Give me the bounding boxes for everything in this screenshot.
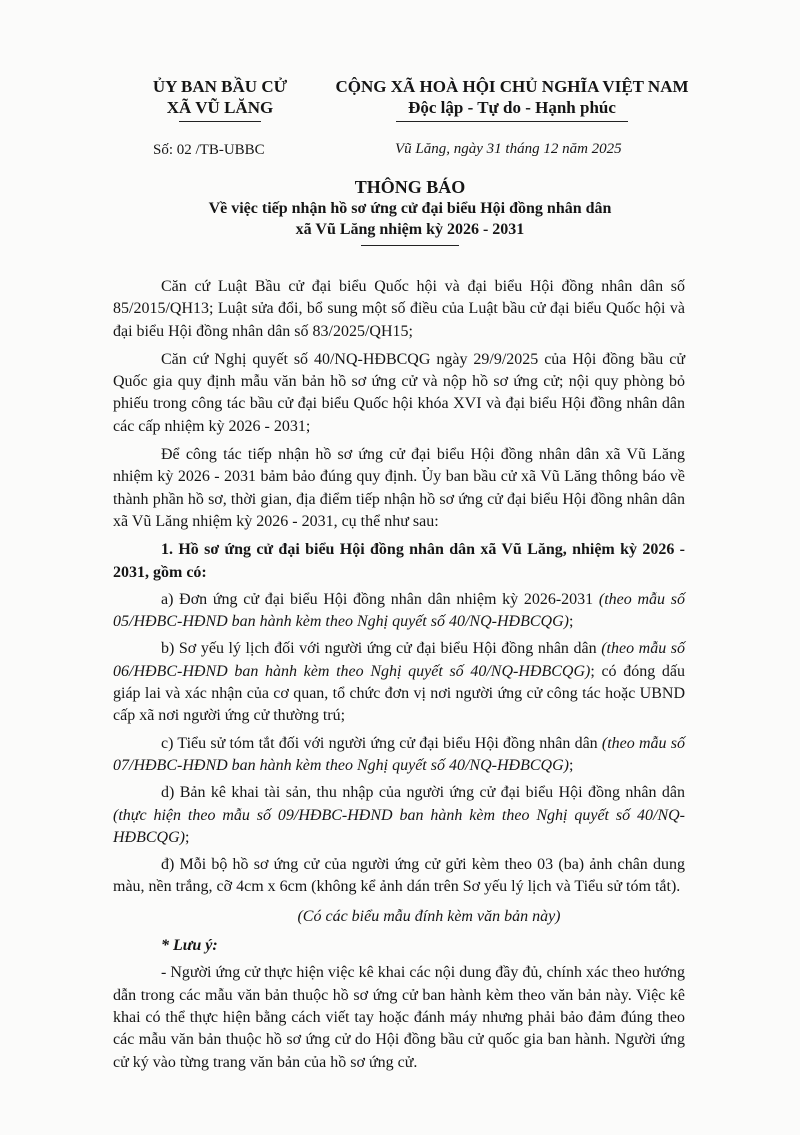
legal-basis-paragraph-2: Căn cứ Nghị quyết số 40/NQ-HĐBCQG ngày 29/9/2025 của Hội đồng bầu cử Quốc gia quy định mẫu văn bản hồ sơ ứng cử và nộp hồ sơ ứng cử; nội quy phòng bỏ phiếu trong công tác bầu cử đại biểu Quốc hội khóa XVI và đại biểu Hội đồng nhân dân các cấp nhiệm kỳ 2026 - 2031; [113,350,685,435]
document-subtitle-line-1: Về việc tiếp nhận hồ sơ ứng cử đại biểu Hội đồng nhân dân [208,200,612,217]
item-d-reference: (thực hiện theo mẫu số 09/HĐBC-HĐND ban hành kèm theo Nghị quyết số 40/NQ-HĐBCQG) [113,806,685,846]
item-c-end: ; [568,756,574,774]
item-c-reference: (theo mẫu số 07/HĐBC-HĐND ban hành kèm theo Nghị quyết số 40/NQ-HĐBCQG) [113,734,686,774]
document-subtitle-line-2: xã Vũ Lăng nhiệm kỳ 2026 - 2031 [295,221,525,238]
authority-underline [179,121,261,122]
item-b-text: b) Sơ yếu lý lịch đối với người ứng cử đại biểu Hội đồng nhân dân [161,640,602,658]
item-d-text: d) Bản kê khai tài sản, thu nhập của người ứng cử đại biểu Hội đồng nhân dân [161,784,685,802]
list-item-b [113,638,685,727]
list-item-dd: đ) Mỗi bộ hồ sơ ứng cử của người ứng cử gửi kèm theo 03 (ba) ảnh chân dung màu, nền trắng, cỡ 4cm x 6cm (không kể ảnh dán trên Sơ yếu lý lịch và Tiểu sử tóm tắt). [113,856,685,896]
item-b-reference: (theo mẫu số 06/HĐBC-HĐND ban hành kèm theo Nghị quyết số 40/NQ-HĐBCQG) [113,640,686,680]
purpose-paragraph: Để công tác tiếp nhận hồ sơ ứng cử đại biểu Hội đồng nhân dân xã Vũ Lăng nhiệm kỳ 2026 - 2031 bảm bảo đúng quy định. Ủy ban bầu cử xã Vũ Lăng thông báo về thành phần hồ sơ, thời gian, địa điểm tiếp nhận hồ sơ ứng cử đại biểu Hội đồng nhân dân xã Vũ Lăng nhiệm kỳ 2026 - 2031, cụ thể như sau: [113,446,685,530]
section-1-heading: 1. Hồ sơ ứng cử đại biểu Hội đồng nhân dân xã Vũ Lăng, nhiệm kỳ 2026 - 2031, gồm có: [113,541,685,581]
item-b-end: ; có đóng dấu giáp lai và xác nhận của cơ quan, tổ chức đơn vị nơi người ứng cử công tác hoặc UBND cấp xã nơi người ứng cử thường trú; [113,662,685,725]
list-item-c [113,733,685,778]
authority-line-1: ỦY BAN BẦU CỬ [152,77,288,96]
authority-line-2: XÃ VŨ LĂNG [166,98,274,117]
document-body [113,276,685,1080]
note-paragraph: - Người ứng cử thực hiện việc kê khai các nội dung đầy đủ, chính xác theo hướng dẫn trong các mẫu văn bản thuộc hồ sơ ứng cử ban hành kèm theo văn bản này. Việc kê khai có thể thực hiện bằng cách viết tay hoặc đánh máy nhưng phải bảo đảm đúng theo các mẫu văn bản thuộc hồ sơ ứng cử do Hội đồng bầu cử quốc gia ban hành. Người ứng cử ký vào từng trang văn bản của hồ sơ ứng cử. [113,964,685,1071]
motto-line: Độc lập - Tự do - Hạnh phúc [408,98,616,117]
item-a-reference: (theo mẫu số 05/HĐBC-HĐND ban hành kèm theo Nghị quyết số 40/NQ-HĐBCQG) [113,590,686,631]
place-and-date: Vũ Lăng, ngày 31 tháng 12 năm 2025 [395,141,622,157]
title-underline [361,245,459,246]
item-d-end: ; [185,828,190,846]
national-motto [334,76,690,122]
document-title: THÔNG BÁO [354,177,466,197]
attachment-note: (Có các biểu mẫu đính kèm văn bản này) [297,907,561,925]
list-item-d [113,782,685,849]
nation-name: CỘNG XÃ HOÀ HỘI CHỦ NGHĨA VIỆT NAM [335,77,689,96]
list-item-a [113,589,685,634]
note-label: * Lưu ý: [161,937,218,955]
item-c-text: c) Tiểu sử tóm tắt đối với người ứng cử đại biểu Hội đồng nhân dân [161,734,602,752]
item-a-end: ; [568,613,574,631]
motto-underline [396,121,628,122]
legal-basis-paragraph-1: Căn cứ Luật Bầu cử đại biểu Quốc hội và đại biểu Hội đồng nhân dân số 85/2015/QH13; Luật sửa đổi, bổ sung một số điều của Luật bầu cử đại biểu Quốc hội và đại biểu Hội đồng nhân dân số 83/2025/QH15; [113,278,685,340]
issuing-authority [120,76,320,122]
document-number: Số: 02 /TB-UBBC [153,142,265,158]
document-title-block [120,176,700,246]
item-a-text: a) Đơn ứng cử đại biểu Hội đồng nhân dân nhiệm kỳ 2026-2031 [161,590,599,608]
